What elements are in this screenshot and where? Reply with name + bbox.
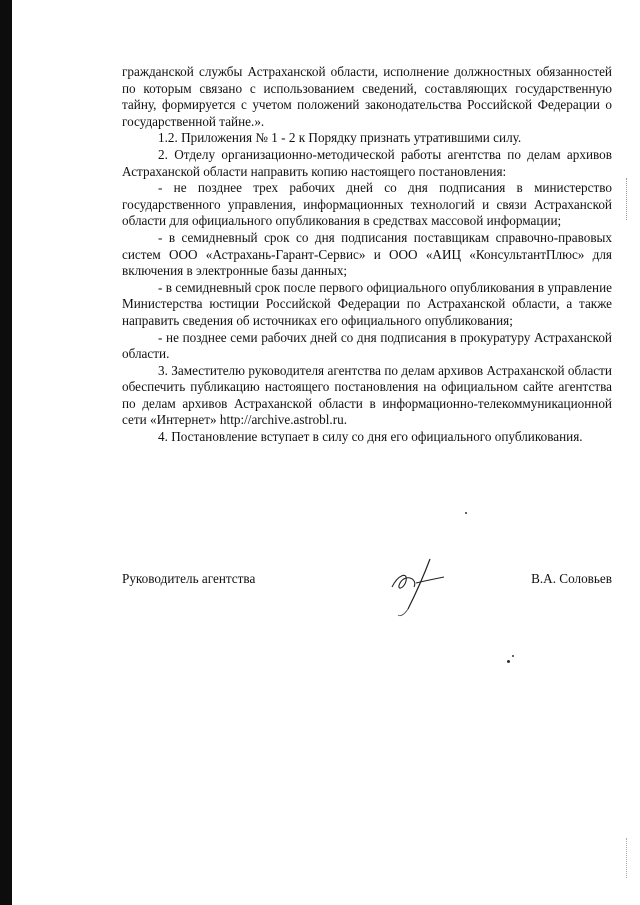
signatory-name: В.А. Соловьев [531,571,612,586]
scan-edge [0,0,12,905]
document-body [122,64,612,446]
scan-speck [512,655,514,657]
list-item-ministry: - не позднее трех рабочих дней со дня подписания в министерство государственного управления, информационных технологий и связи Астраханской области для официального опубликования в средствах массовой информации; [122,180,612,229]
list-item-legal-systems: - в семидневный срок со дня подписания поставщикам справочно-правовых систем ООО «Астрахань-Гарант-Сервис» и ООО «АИЦ «КонсультантПлюс» для включения в электронные базы данных; [122,229,612,279]
signature-block [122,571,612,631]
paragraph-2: 2. Отделу организационно-методической работы агентства по делам архивов Астраханской области направить копию настоящего постановления: [122,146,612,179]
scan-speck [507,660,510,663]
signatory-position: Руководитель агентства [122,571,256,586]
handwritten-signature [384,557,454,621]
paragraph-4: 4. Постановление вступает в силу со дня его официального опубликования. [158,429,583,445]
paragraph-continuation: гражданской службы Астраханской области, исполнение должностных обязанностей по которым связано с использованием сведений, составляющих государственную тайну, формируется с учетом положений законодательства Российской Федерации о государственной тайне.». [122,64,612,129]
margin-artifact [626,178,629,220]
scan-speck [465,512,467,514]
paragraph-3: 3. Заместителю руководителя агентства по делам архивов Астраханской области обеспечить публикацию настоящего постановления на официальном сайте агентства по делам архивов Астраханской области в информационно-телекоммуникационной сети «Интернет» http://archive.astrobl.ru. [122,362,612,428]
list-item-justice: - в семидневный срок после первого официального опубликования в управление Министерства юстиции Российской Федерации по Астраханской области, а также направить сведения об источниках его официального опубликования; [122,279,612,328]
paragraph-1-2: 1.2. Приложения № 1 - 2 к Порядку признать утратившими силу. [158,130,522,146]
margin-artifact-bottom [626,838,629,878]
list-item-prosecutor: - не позднее семи рабочих дней со дня подписания в прокуратуру Астраханской области. [122,329,612,362]
